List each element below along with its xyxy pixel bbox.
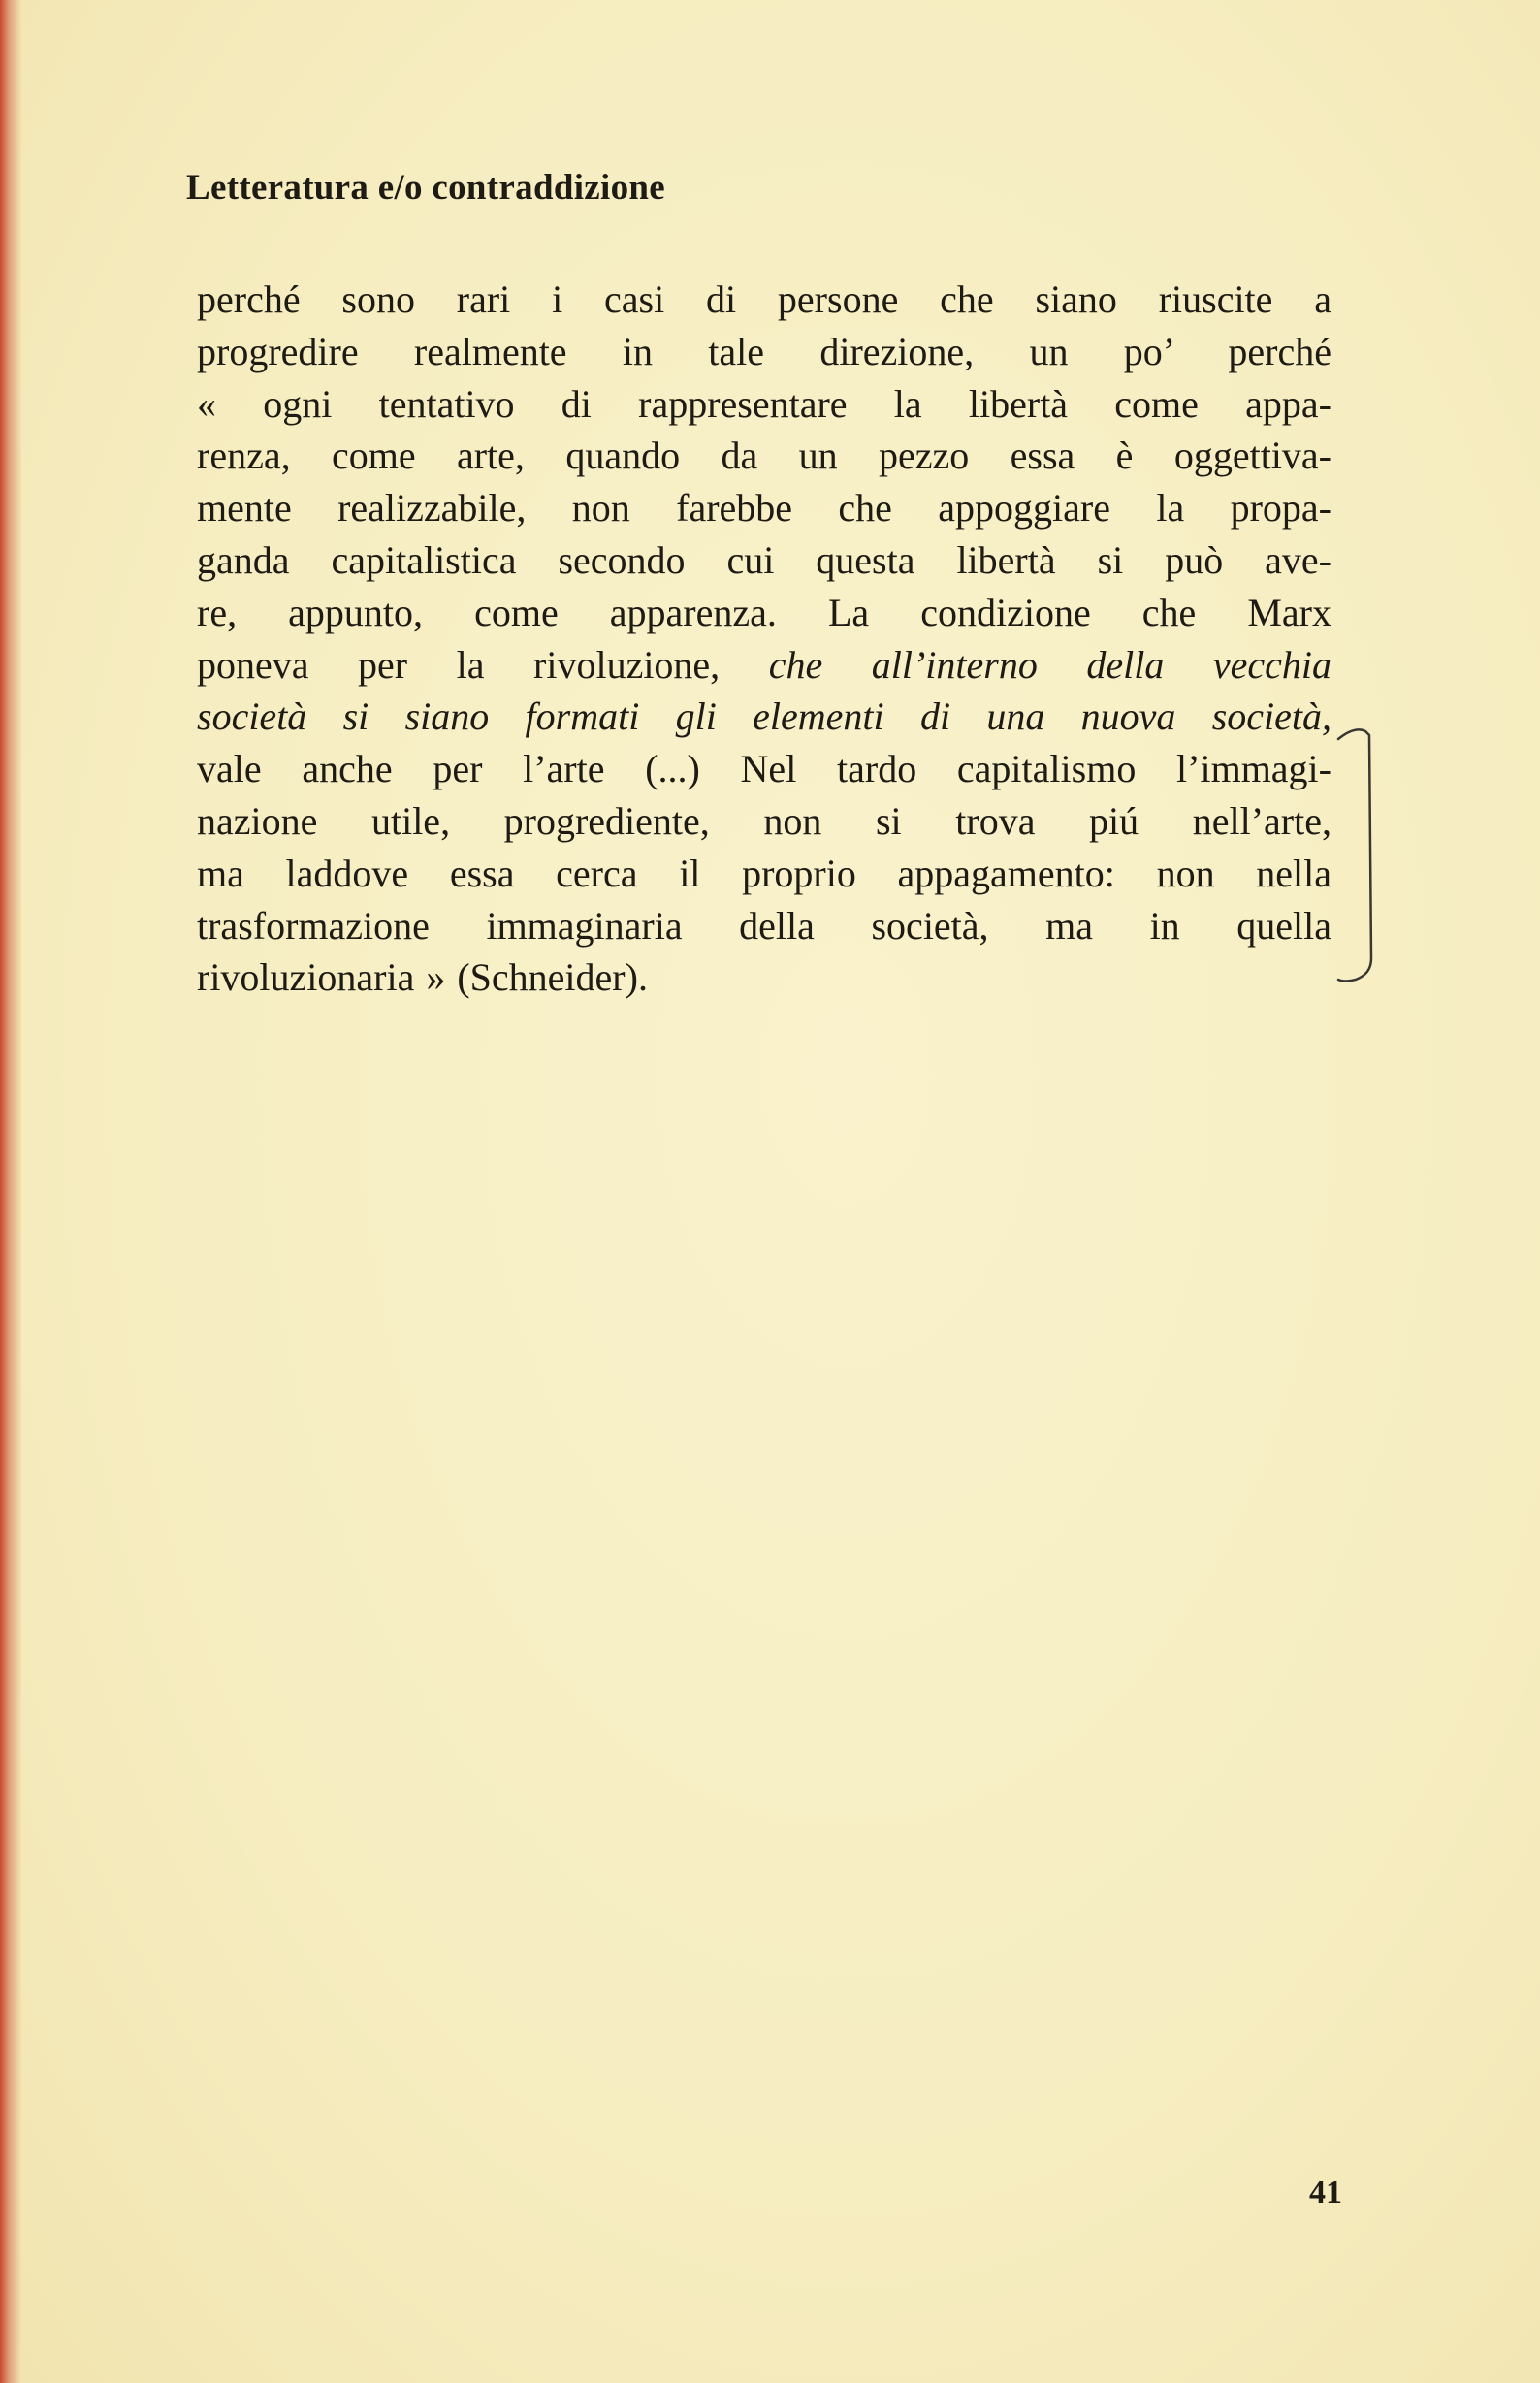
page-spine-edge (0, 0, 21, 2383)
text-segment-roman: poneva per la rivoluzione, (197, 642, 769, 687)
text-line (197, 639, 1331, 692)
text-line: trasformazione immaginaria della società, ma in quella (197, 903, 1331, 948)
page-number: 41 (1309, 2174, 1342, 2210)
text-line: mente realizzabile, non farebbe che appoggiare la propa- (197, 486, 1331, 531)
text-line: nazione utile, progrediente, non si trova piú nell’arte, (197, 798, 1331, 843)
text-line: ganda capitalistica secondo cui questa libertà si può ave- (197, 537, 1331, 582)
text-line: re, appunto, come apparenza. La condizione che Marx (197, 590, 1331, 634)
text-line-italic: società si siano formati gli elementi di una nuova società, (197, 694, 1331, 739)
text-line: vale anche per l’arte (...) Nel tardo capitalismo l’immagi- (197, 747, 1331, 791)
pencil-bracket-mark (1336, 725, 1377, 987)
text-line: renza, come arte, quando da un pezzo essa è oggettiva- (197, 434, 1331, 478)
text-line: progredire realmente in tale direzione, un po’ perché (197, 329, 1331, 373)
text-line: « ogni tentativo di rappresentare la libertà come appa- (197, 381, 1331, 426)
text-line: ma laddove essa cerca il proprio appagamento: non nella (197, 851, 1331, 895)
text-line: perché sono rari i casi di persone che siano riuscite a (197, 277, 1331, 321)
running-head: Letteratura e/o contraddizione (186, 168, 665, 208)
text-line: rivoluzionaria » (Schneider). (197, 955, 648, 1000)
body-paragraph (197, 274, 1331, 1004)
text-segment-italic: che all’interno della vecchia (768, 642, 1331, 687)
